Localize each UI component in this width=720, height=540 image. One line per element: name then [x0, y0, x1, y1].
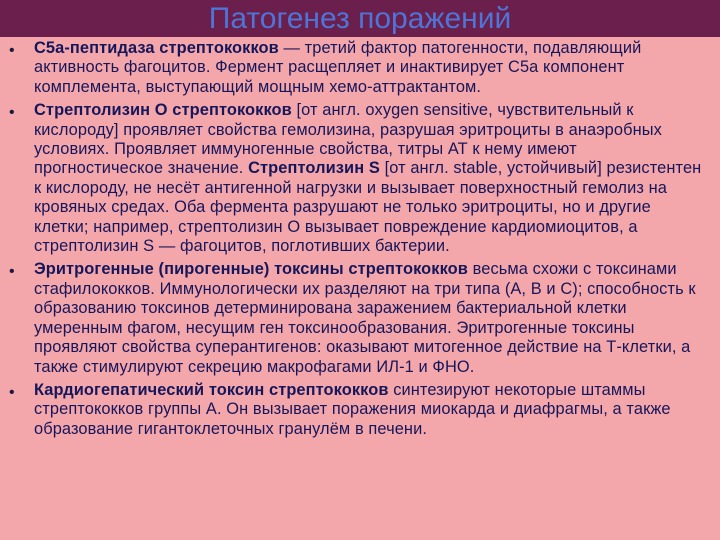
bullet-marker-icon: • — [9, 104, 15, 122]
bold-term: Стрептолизин S — [248, 159, 380, 178]
bold-term: Эритрогенные (пирогенные) токсины стрептококков — [34, 260, 468, 279]
body-text: [от англ. oxygen sensitive, чувствительный к кислороду] проявляет свойства гемолизина, разрушая эритроциты в анаэробных условиях. Проявляет иммуногенные свойства, титры АТ к нему имеют прогностическое значение. — [34, 101, 662, 178]
bullet-text — [34, 39, 708, 97]
slide-content — [8, 39, 708, 443]
bullet-text — [34, 381, 708, 439]
body-text: [от англ. stable, устойчивый] резистентен к кислороду, не несёт антигенной нагрузки и вызывает поверхностный гемолиз на кровяных средах. Оба фермента разрушают не только эритроциты, но и другие клетки; например, стрептолизин О вызывает повреждение кардиомиоцитов, а стрептолизин S — фагоцитов, поглотивших бактерии. — [34, 159, 702, 256]
bullet-marker-icon: • — [9, 263, 15, 281]
bold-term: Стрептолизин О стрептококков — [34, 101, 292, 120]
bold-term: C5a-пептидаза стрептококков — [34, 39, 279, 57]
bullet-item — [8, 260, 708, 376]
body-text: — третий фактор патогенности, подавляющий активность фагоцитов. Фермент расщепляет и инактивирует C5a компонент комплемента, выступающий мощным хемо-аттрактантом. — [34, 39, 642, 96]
bullet-item — [8, 101, 708, 256]
bullet-text — [34, 260, 708, 376]
bullet-text — [34, 101, 708, 256]
bold-term: Кардиогепатический токсин стрептококков — [34, 380, 389, 399]
bullet-item — [8, 381, 708, 439]
body-text: синтезируют некоторые штаммы стрептококков группы А. Он вызывает поражения миокарда и диафрагмы, а также образование гигантоклеточных гранулём в печени. — [34, 380, 671, 438]
title-bar — [0, 0, 720, 37]
bullet-marker-icon: • — [9, 42, 15, 59]
body-text: весьма схожи с токсинами стафилококков. Иммунологически их разделяют на три типа (А, В и С); способность к образованию токсинов детерминирована заражением бактериальной клетки умеренным фагом, несущим ген токсинообразования. Эритрогенные токсины проявляют свойства суперантигенов: оказывают митогенное действие на Т-клетки, а также стимулируют секрецию макрофагами ИЛ-1 и ФНО. — [34, 260, 696, 376]
bullet-marker-icon: • — [9, 383, 15, 401]
slide-title: Патогенез поражений — [208, 2, 512, 35]
bullet-item — [8, 39, 708, 97]
